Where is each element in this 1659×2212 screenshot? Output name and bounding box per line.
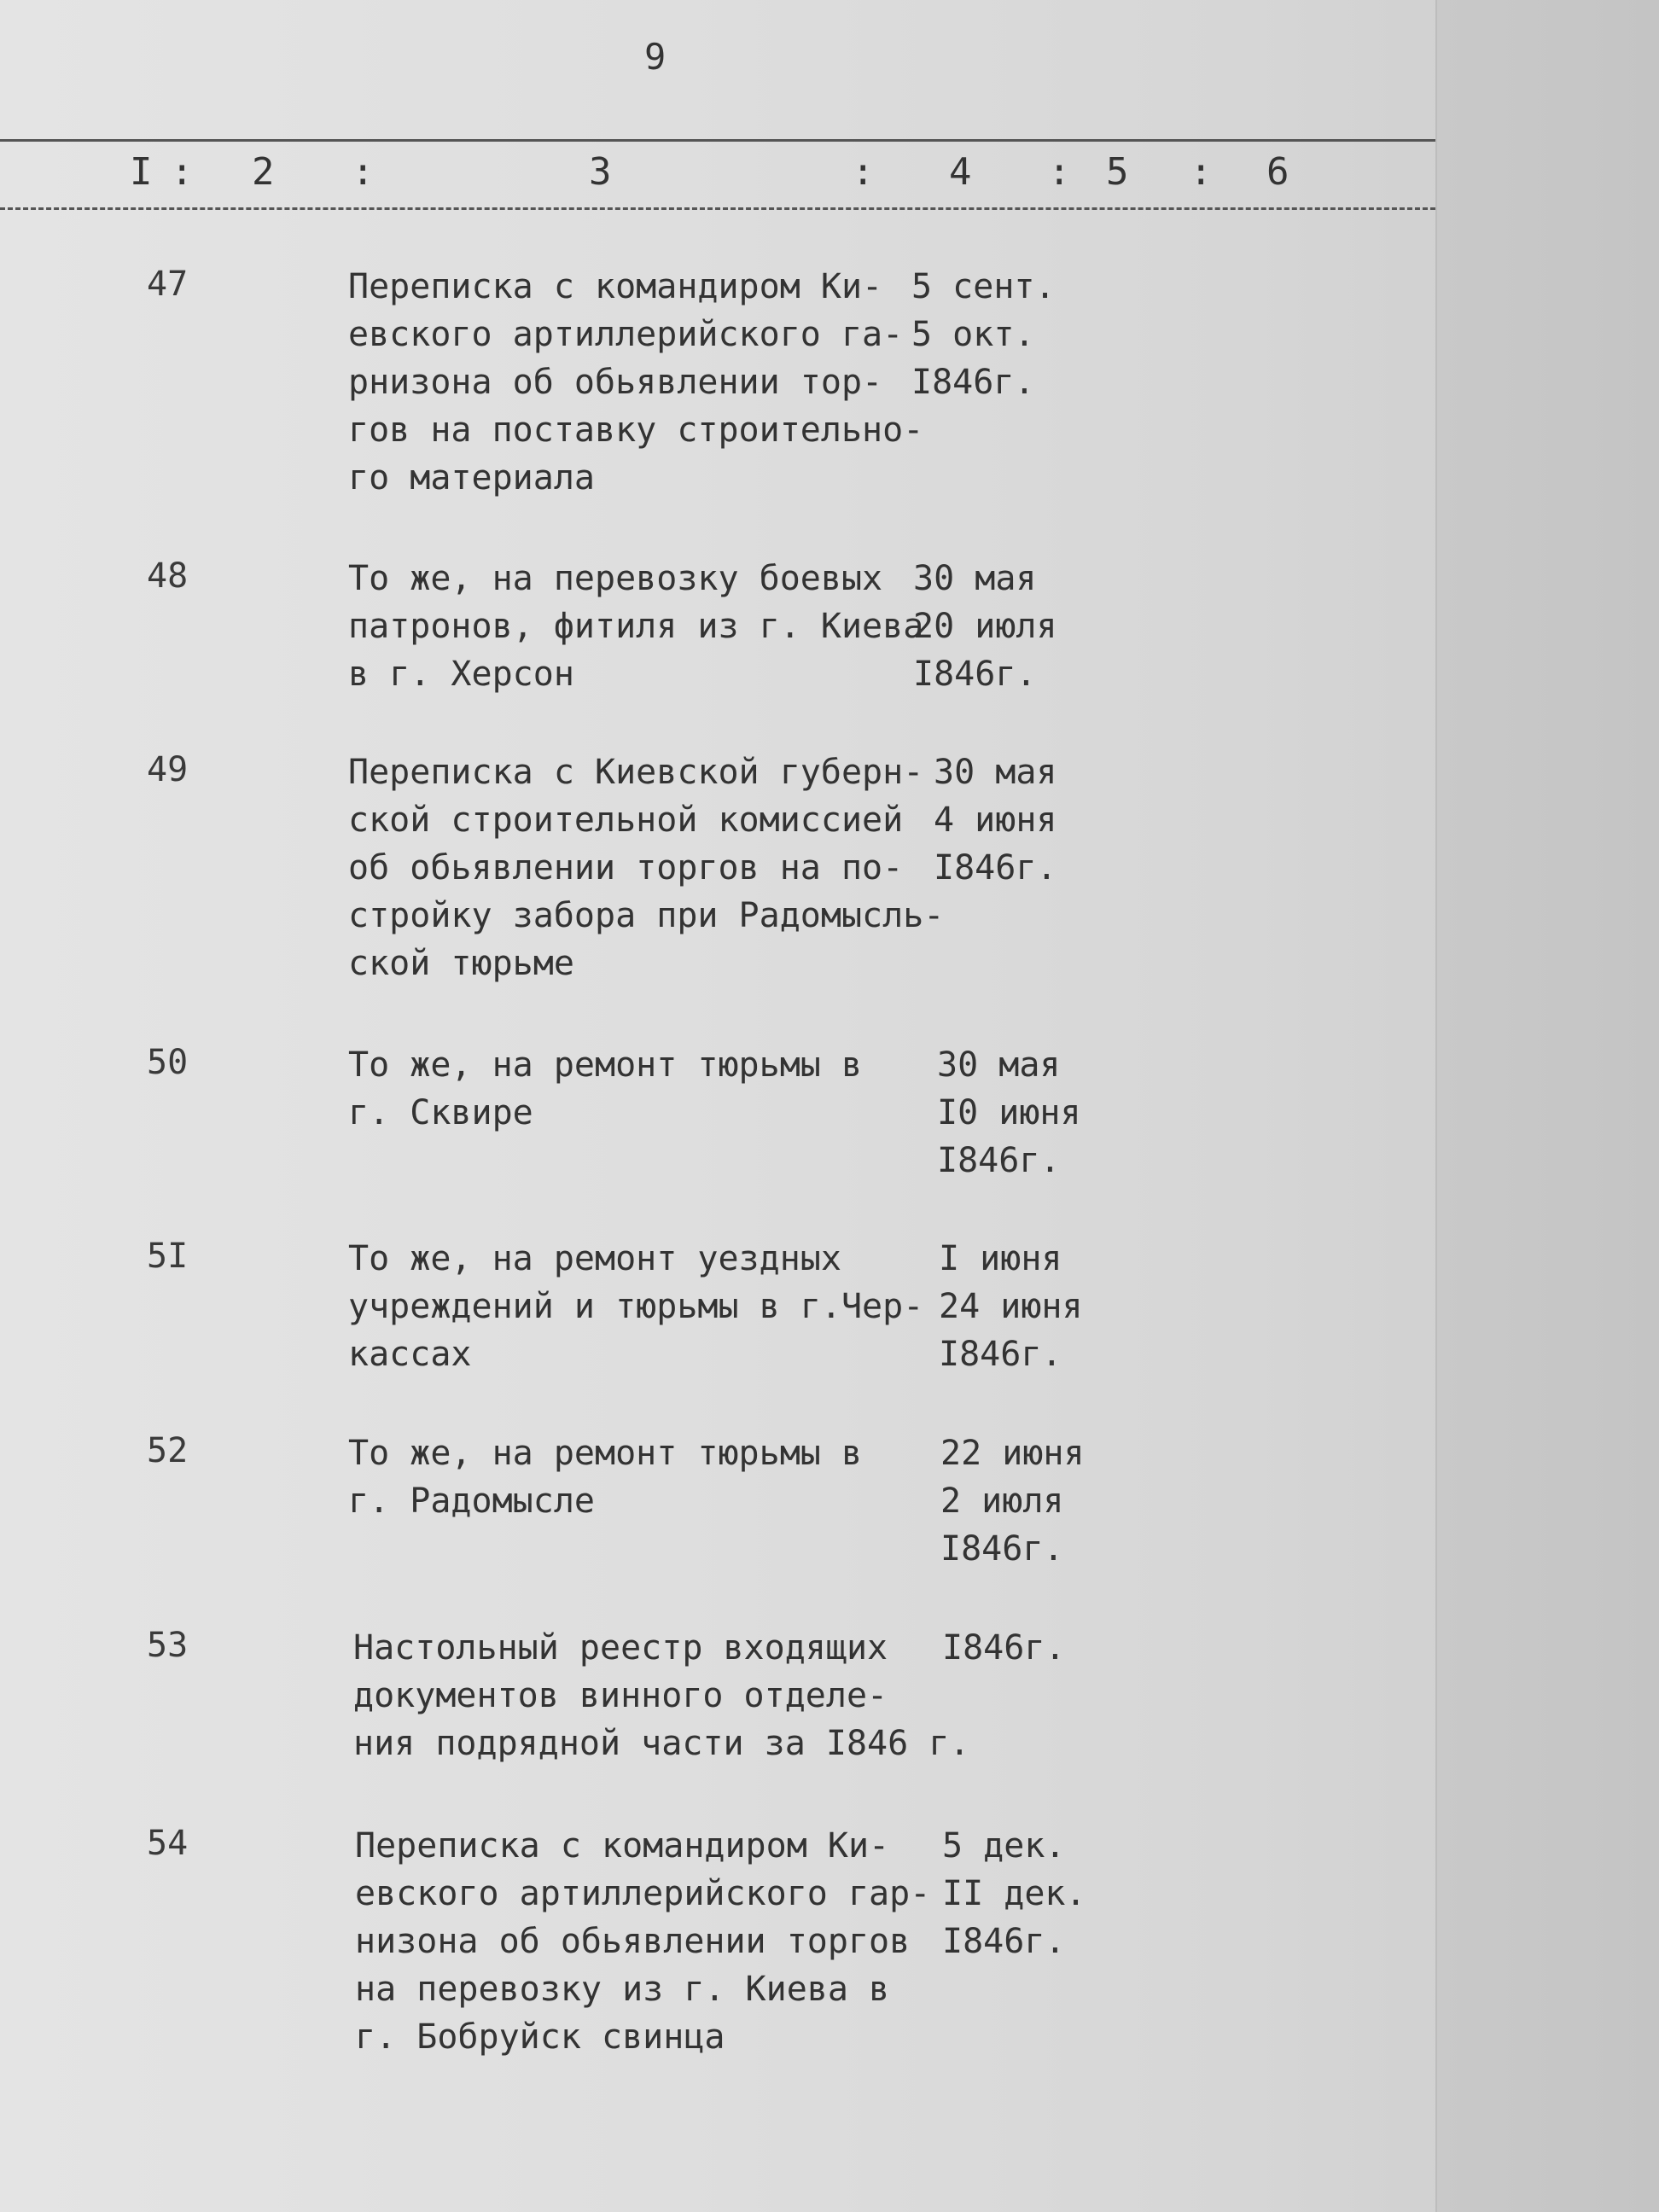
entry-dates (911, 263, 1056, 406)
title-line: евского артиллерийского гар- (355, 1874, 931, 1913)
column-header-2: 2 (252, 150, 275, 194)
entry-dates (937, 1041, 1081, 1185)
entry-dates (940, 1429, 1085, 1573)
entry-number: 52 (147, 1431, 189, 1470)
column-header-1: I (130, 150, 153, 194)
entry-title (348, 748, 946, 987)
date-line: I июня (939, 1239, 1062, 1278)
date-line: I846г. (937, 1141, 1061, 1180)
date-line: I846г. (911, 363, 1035, 402)
entry-dates (942, 1822, 1086, 1965)
header-top-rule (0, 139, 1435, 142)
title-line: в г. Херсон (348, 655, 574, 694)
date-line: I846г. (942, 1922, 1066, 1961)
title-line: стройку забора при Радомысль- (348, 896, 945, 935)
date-line: 30 мая (913, 559, 1037, 598)
title-line: ния подрядной части за I846 г. (353, 1724, 970, 1763)
entry-dates (939, 1235, 1083, 1378)
column-header-4: 4 (949, 150, 972, 194)
entry-title (355, 1822, 952, 2061)
page-number: 9 (644, 36, 667, 78)
title-line: То же, на перевозку боевых (348, 559, 883, 598)
date-line: I846г. (934, 848, 1057, 888)
entry-number: 48 (147, 556, 189, 596)
date-line: 30 мая (934, 753, 1057, 792)
entry-number: 47 (147, 265, 189, 304)
title-line: документов винного отделе- (353, 1676, 888, 1715)
title-line: гов на поставку строительно- (348, 410, 924, 450)
header-bottom-rule (0, 207, 1435, 210)
column-header-separator: : (352, 150, 375, 194)
title-line: г. Бобруйск свинца (355, 2017, 725, 2057)
page-edge-shadow (1435, 0, 1659, 2212)
entry-dates (942, 1624, 1066, 1672)
title-line: патронов, фитиля из г. Киева (348, 607, 924, 646)
date-line: I846г. (940, 1529, 1064, 1569)
entry-number: 50 (147, 1043, 189, 1082)
entry-title (348, 263, 946, 502)
date-line: I846г. (913, 655, 1037, 694)
entry-title (348, 555, 946, 698)
title-line: на перевозку из г. Киева в (355, 1970, 890, 2009)
entry-title (353, 1624, 1002, 1767)
title-line: То же, на ремонт уездных (348, 1239, 841, 1278)
entry-title (348, 1235, 946, 1378)
date-line: 5 дек. (942, 1826, 1066, 1866)
title-line: Настольный реестр входящих (353, 1628, 888, 1668)
title-line: учреждений и тюрьмы в г.Чер- (348, 1287, 924, 1326)
date-line: 2 июля (940, 1481, 1064, 1521)
date-line: I0 июня (937, 1093, 1081, 1132)
title-line: рнизона об обьявлении тор- (348, 363, 883, 402)
title-line: То же, на ремонт тюрьмы в (348, 1045, 863, 1085)
column-header-separator: : (1190, 150, 1213, 194)
column-header-3: 3 (589, 150, 612, 194)
title-line: евского артиллерийского га- (348, 315, 904, 354)
title-line: го материала (348, 458, 595, 498)
title-line: То же, на ремонт тюрьмы в (348, 1434, 863, 1473)
column-header-separator: : (852, 150, 875, 194)
date-line: 5 сент. (911, 267, 1056, 306)
date-line: 30 мая (937, 1045, 1061, 1085)
title-line: об обьявлении торгов на по- (348, 848, 904, 888)
date-line: 24 июня (939, 1287, 1083, 1326)
column-header-5: 5 (1106, 150, 1129, 194)
title-line: Переписка с Киевской губерн- (348, 753, 924, 792)
column-header-6: 6 (1266, 150, 1289, 194)
date-line: I846г. (942, 1628, 1066, 1668)
entry-dates (913, 555, 1057, 698)
title-line: низона об обьявлении торгов (355, 1922, 911, 1961)
entry-number: 49 (147, 750, 189, 789)
title-line: ской строительной комиссией (348, 800, 904, 840)
entry-number: 5I (147, 1237, 189, 1276)
title-line: г. Сквире (348, 1093, 533, 1132)
entry-number: 54 (147, 1824, 189, 1863)
date-line: I846г. (939, 1335, 1062, 1374)
entry-title (348, 1041, 946, 1137)
entry-title (348, 1429, 946, 1525)
title-line: г. Радомысле (348, 1481, 595, 1521)
date-line: 4 июня (934, 800, 1057, 840)
title-line: Переписка с командиром Ки- (348, 267, 883, 306)
date-line: 20 июля (913, 607, 1057, 646)
entry-number: 53 (147, 1626, 189, 1665)
title-line: кассах (348, 1335, 472, 1374)
column-header-separator: : (171, 150, 194, 194)
column-header-separator: : (1048, 150, 1071, 194)
title-line: Переписка с командиром Ки- (355, 1826, 890, 1866)
entry-dates (934, 748, 1057, 892)
date-line: 22 июня (940, 1434, 1085, 1473)
date-line: II дек. (942, 1874, 1086, 1913)
title-line: ской тюрьме (348, 944, 574, 983)
date-line: 5 окт. (911, 315, 1035, 354)
